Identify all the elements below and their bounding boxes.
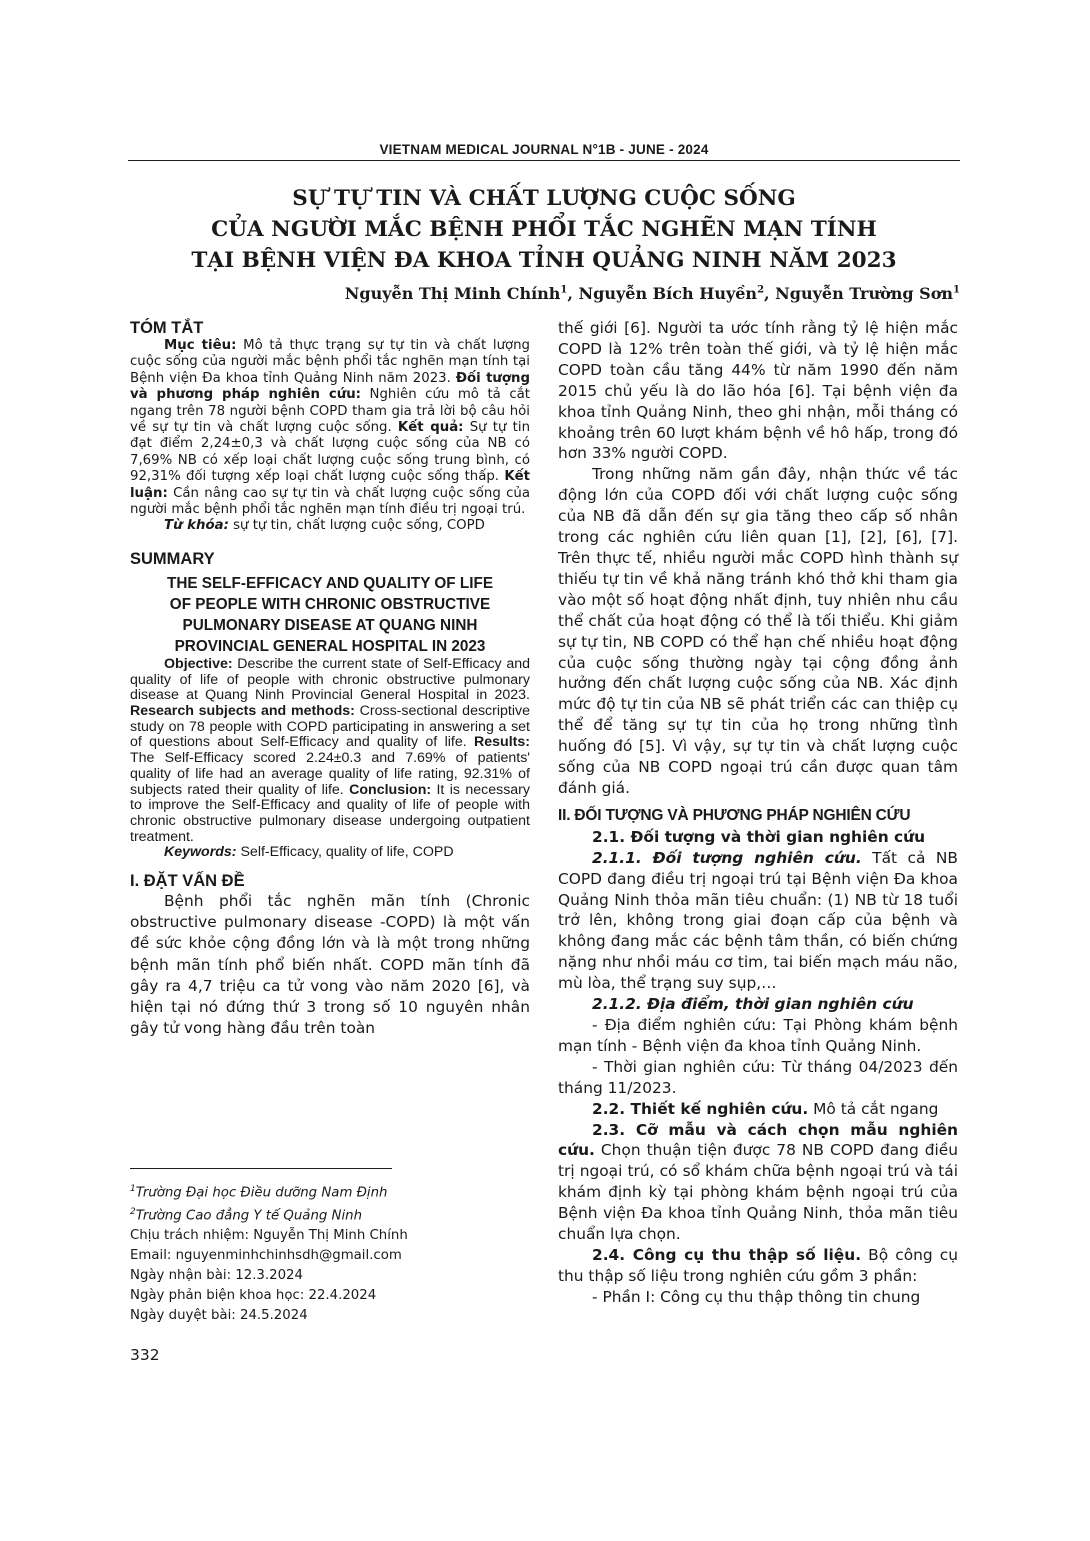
subsection-title: 2.1.2. Địa điểm, thời gian nghiên cứu — [592, 995, 914, 1014]
objective-text: Mô tả thực trạng sự tự tin và chất lượng cuộc sống của người mắc bệnh phổi tắc nghẽn mạn tính tại Bệnh viện Đa khoa tỉnh Quảng Ninh năm 2023. — [130, 338, 530, 386]
author-name: Nguyễn Bích Huyền — [578, 284, 758, 303]
keywords-vi — [130, 518, 530, 534]
methods-label: Đối tượng và phương pháp nghiên cứu: — [130, 370, 531, 403]
right-column — [558, 318, 958, 1308]
keywords-text: sự tự tin, chất lượng cuộc sống, COPD — [228, 518, 485, 534]
intro-heading: I. ĐẶT VẤN ĐỀ — [130, 872, 245, 891]
affiliation-mark: 1 — [953, 284, 960, 296]
contact-email: Email: nguyenminhchinhsdh@gmail.com — [130, 1248, 402, 1264]
subsection-title: 2.2. Thiết kế nghiên cứu. — [592, 1099, 809, 1118]
affiliation-mark: 1 — [130, 1184, 136, 1194]
footnotes — [130, 1180, 530, 1325]
title-line: TẠI BỆNH VIỆN ĐA KHOA TỈNH QUẢNG NINH NĂM 2023 — [191, 248, 897, 273]
keywords-en — [130, 845, 530, 861]
intro-paragraph: Trong những năm gần đây, nhận thức về tác động lớn của COPD đối với chất lượng cuộc sống của NB đã dẫn đến sự gia tăng theo cấp số nhân trong các nghiên cứu liên quan [1], [2], [6], [7]. Trên thực tế, nhiều người mắc COPD hình thành sự thiếu tự tin về khả năng tránh khó thở khi tham gia vào một số hoạt động nhất định, tuy nhiên nhu cầu thể chất của hoạt động có thể là tối thiểu. Khi giảm sự tự tin, NB COPD có thể hạn chế nhiều hoạt động của cuộc sống thường ngày tại cộng đồng ảnh hưởng đến chất lượng cuộc sống của NB. Xác định mức độ tự tin của NB sẽ phát triển các can thiệp cụ thể để tăng sự tự tin của họ trong những tình huống đó [5]. Vì vậy, sự tự tin và chất lượng cuộc sống của NB COPD ngoại trú cần được quan tâm đánh giá. — [558, 465, 958, 797]
study-place: - Địa điểm nghiên cứu: Tại Phòng khám bệnh mạn tính - Bệnh viện đa khoa tỉnh Quảng Ninh. — [558, 1016, 958, 1055]
journal-header: VIETNAM MEDICAL JOURNAL N°1B - JUNE - 2024 — [379, 142, 709, 157]
author-name: Nguyễn Thị Minh Chính — [344, 284, 561, 303]
paragraph-text: Mô tả cắt ngang — [808, 1099, 939, 1118]
objective-label: Mục tiêu: — [164, 338, 237, 353]
abstract-vi-heading: TÓM TẮT — [130, 319, 204, 337]
received-date: Ngày nhận bài: 12.3.2024 — [130, 1268, 303, 1284]
design-paragraph — [558, 1099, 958, 1120]
study-time: - Thời gian nghiên cứu: Từ tháng 04/2023 đến tháng 11/2023. — [558, 1057, 958, 1097]
methods-text: Cross-sectional descriptive study on 78 people with COPD participating in answering a set of questions about Self-Efficacy and quality of life. — [130, 702, 530, 751]
results-label: Results: — [474, 734, 530, 751]
affiliation-mark: 1 — [560, 284, 568, 296]
conclusion-text: Cần nâng cao sự tự tin và chất lượng cuộc sống của người mắc bệnh phổi tắc nghẽn mạn tính điều trị ngoại trú. — [130, 485, 530, 518]
subsection-title: 2.1.1. Đối tượng nghiên cứu. — [592, 848, 862, 867]
header-rule — [128, 160, 960, 161]
summary-title-line: PULMONARY DISEASE AT QUANG NINH — [182, 616, 478, 634]
affiliation-2 — [130, 1203, 530, 1226]
objective-label: Objective: — [164, 655, 233, 672]
paragraph-text: Chọn thuận tiện được 78 NB COPD đang điều trị ngoại trú, có sổ khám chữa bệnh ngoại trú và tái khám định kỳ tại phòng khám bệnh ngoại trú của Bệnh viện Đa khoa tỉnh Quảng Ninh, thỏa mãn tiêu chuẩn lựa chọn. — [558, 1141, 958, 1244]
affiliation-text: Trường Cao đẳng Y tế Quảng Ninh — [135, 1208, 363, 1224]
author-separator: , — [764, 284, 776, 303]
sample-paragraph — [558, 1120, 958, 1245]
summary-heading: SUMMARY — [130, 549, 215, 568]
keywords-label: Keywords: — [164, 844, 237, 861]
methods-label: Research subjects and methods: — [130, 702, 355, 719]
title-line: CỦA NGƯỜI MẮC BỆNH PHỔI TẮC NGHẼN MẠN TÍNH — [211, 217, 877, 242]
affiliation-mark: 2 — [130, 1207, 136, 1218]
left-column — [130, 318, 530, 1039]
subsection-heading — [558, 994, 958, 1015]
review-date: Ngày phản biện khoa học: 22.4.2024 — [130, 1287, 377, 1303]
affiliation-1 — [130, 1180, 530, 1203]
conclusion-text: It is necessary to improve the Self-Efficacy and quality of life of people with chronic obstructive pulmonary disease undergoing outpatient treatment. — [130, 781, 530, 845]
conclusion-label: Kết luận: — [130, 469, 530, 501]
keywords-label: Từ khóa: — [164, 518, 229, 534]
responsible-author: Chịu trách nhiệm: Nguyễn Thị Minh Chính — [130, 1228, 408, 1244]
conclusion-label: Conclusion: — [349, 781, 432, 798]
results-text: Sự tự tin đạt điểm 2,24±0,3 và chất lượng cuộc sống của NB có 7,69% NB có xếp loại chất lượng cuộc sống trung bình, có 92,31% đối tượng xếp loại chất lượng cuộc sống thấp. — [130, 420, 530, 485]
paragraph-text: Bộ công cụ thu thập số liệu trong nghiên cứu gồm 3 phần: — [558, 1245, 958, 1285]
results-label: Kết quả: — [397, 420, 464, 436]
affiliation-text: Trường Đại học Điều dưỡng Nam Định — [135, 1185, 388, 1201]
methods-heading: II. ĐỐI TƯỢNG VÀ PHƯƠNG PHÁP NGHIÊN CỨU — [558, 806, 911, 824]
results-text: The Self-Efficacy scored 2.24±0.3 and 7.69% of patients' quality of life had an average quality of life rating, 92.31% of subjects rated their quality of life. — [130, 750, 530, 798]
intro-paragraph-continued: thế giới [6]. Người ta ước tính rằng tỷ lệ hiện mắc COPD là 12% trên toàn thế giới, và tỷ lệ hiện mắc COPD toàn cầu tăng 44% từ năm 1990 đến năm 2015 chủ yếu là do lão hóa [6]. Tại bệnh viện đa khoa tỉnh Quảng Ninh, theo ghi nhận, mỗi tháng có khoảng trên 60 lượt khám bệnh về hô hấp, trong đó hơn 33% người COPD. — [558, 319, 958, 463]
subsection-title: 2.3. Cỡ mẫu và cách chọn mẫu nghiên cứu. — [558, 1120, 958, 1160]
abstract-en-paragraph — [130, 657, 530, 845]
methods-text: Nghiên cứu mô tả cắt ngang trên 78 người bệnh COPD tham gia trả lời bộ câu hỏi về sự tự tin và chất lượng cuộc sống. — [130, 387, 530, 436]
approval-date: Ngày duyệt bài: 24.5.2024 — [130, 1307, 308, 1323]
author-separator: , — [567, 284, 579, 303]
keywords-text: Self-Efficacy, quality of life, COPD — [236, 844, 454, 861]
subject-paragraph — [558, 848, 958, 994]
page-number: 332 — [130, 1346, 160, 1364]
tool-paragraph — [558, 1245, 958, 1287]
paragraph-text: Tất cả NB COPD đang điều trị ngoại trú tại Bệnh viện Đa khoa Quảng Ninh thỏa mãn tiêu chuẩn: (1) NB từ 18 tuổi trở lên, không trong giai đoạn cấp của bệnh và không đang mắc các bệnh tâm thần, có biến chứng nặng như nhồi máu cơ tim, tai biến mạch máu não, mù lòa, thể trạng suy sụp,… — [558, 848, 958, 993]
abstract-vi-paragraph — [130, 338, 530, 518]
subsection-heading — [558, 827, 958, 848]
author-name: Nguyễn Trường Sơn — [775, 284, 954, 303]
subsection-title: 2.1. Đối tượng và thời gian nghiên cứu — [592, 827, 926, 846]
summary-title-line: OF PEOPLE WITH CHRONIC OBSTRUCTIVE — [169, 595, 491, 613]
summary-title-line: PROVINCIAL GENERAL HOSPITAL IN 2023 — [174, 637, 486, 655]
objective-text: Describe the current state of Self-Efficacy and quality of life of people with chronic obstructive pulmonary disease at Quang Ninh Provincial General Hospital in 2023. — [130, 655, 530, 704]
tool-part-1: - Phần I: Công cụ thu thập thông tin chung — [592, 1287, 921, 1306]
summary-title-line: THE SELF-EFFICACY AND QUALITY OF LIFE — [166, 574, 494, 592]
affiliation-mark: 2 — [757, 284, 765, 296]
author-list — [345, 284, 960, 303]
title-line: SỰ TỰ TIN VÀ CHẤT LƯỢNG CUỘC SỐNG — [292, 186, 796, 211]
summary-title — [130, 573, 530, 657]
article-title — [128, 183, 960, 276]
subsection-title: 2.4. Công cụ thu thập số liệu. — [592, 1245, 862, 1264]
intro-paragraph: Bệnh phổi tắc nghẽn mãn tính (Chronic obstructive pulmonary disease -COPD) là một vấn đề sức khỏe cộng đồng lớn và là một trong những bệnh mãn tính phổ biến nhất. COPD mãn tính đã gây ra 4,7 triệu ca tử vong vào năm 2020 [6], và hiện tại nó đứng thứ 3 trong số 10 nguyên nhân gây tử vong hàng đầu trên toàn — [130, 892, 530, 1038]
footnote-rule — [130, 1168, 392, 1169]
